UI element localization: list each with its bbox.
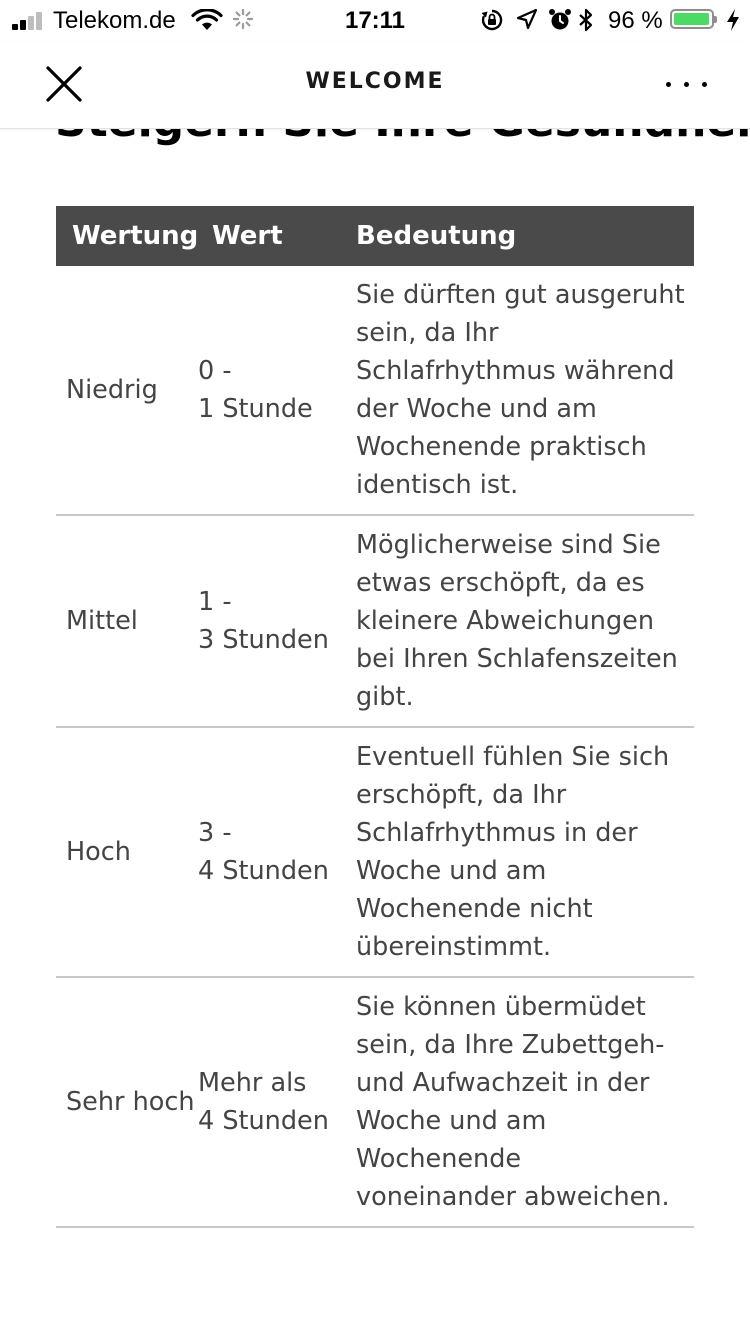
meaning-cell: Sie können übermüdet sein, da Ihre Zubettgeh- und Aufwachzeit in der Woche und am Wochenende voneinander abweichen. — [346, 977, 694, 1227]
meaning-cell: Sie dürften gut ausgeruht sein, da Ihr Schlafrhythmus während der Woche und am Wochenende praktisch identisch ist. — [346, 266, 694, 515]
carrier-name: Telekom.de — [53, 7, 176, 34]
value-line: 4 Stunden — [198, 856, 329, 886]
value-line: 0 - — [198, 356, 232, 386]
navigation-bar — [0, 42, 750, 129]
more-options-button[interactable] — [654, 62, 718, 106]
sleep-rhythm-table — [56, 206, 694, 1228]
column-header-meaning: Bedeutung — [346, 206, 694, 266]
more-icon — [666, 82, 671, 87]
location-icon — [516, 8, 538, 30]
battery-percentage: 96 % — [608, 7, 663, 34]
value-line: 1 - — [198, 587, 232, 617]
value-cell — [196, 727, 346, 977]
status-bar — [0, 0, 750, 42]
battery-icon — [670, 9, 714, 29]
battery-level — [674, 13, 709, 25]
value-line: 3 Stunden — [198, 625, 329, 655]
rating-cell: Hoch — [56, 727, 196, 977]
orientation-lock-icon — [480, 8, 504, 32]
value-cell — [196, 266, 346, 515]
nav-title: WELCOME — [305, 69, 445, 94]
clock: 17:11 — [344, 7, 406, 34]
table-row — [56, 515, 694, 727]
rating-cell: Mittel — [56, 515, 196, 727]
table-row — [56, 266, 694, 515]
column-header-value: Wert — [196, 206, 346, 266]
value-line: 1 Stunde — [198, 394, 313, 424]
bluetooth-icon — [578, 8, 594, 32]
column-header-rating: Wertung — [56, 206, 196, 266]
value-line: 4 Stunden — [198, 1106, 329, 1136]
value-line: Mehr als — [198, 1068, 307, 1098]
meaning-cell: Eventuell fühlen Sie sich erschöpft, da Ihr Schlafrhythmus in der Woche und am Wochenende nicht übereinstimmt. — [346, 727, 694, 977]
table-row — [56, 977, 694, 1227]
table-header-row — [56, 206, 694, 266]
charging-icon — [726, 8, 740, 32]
meaning-cell: Möglicherweise sind Sie etwas erschöpft, da es kleinere Abweichungen bei Ihren Schlafenszeiten gibt. — [346, 515, 694, 727]
rating-cell: Sehr hoch — [56, 977, 196, 1227]
alarm-icon — [548, 8, 572, 32]
rating-cell: Niedrig — [56, 266, 196, 515]
value-cell — [196, 977, 346, 1227]
value-cell — [196, 515, 346, 727]
value-line: 3 - — [198, 818, 232, 848]
table-row — [56, 727, 694, 977]
